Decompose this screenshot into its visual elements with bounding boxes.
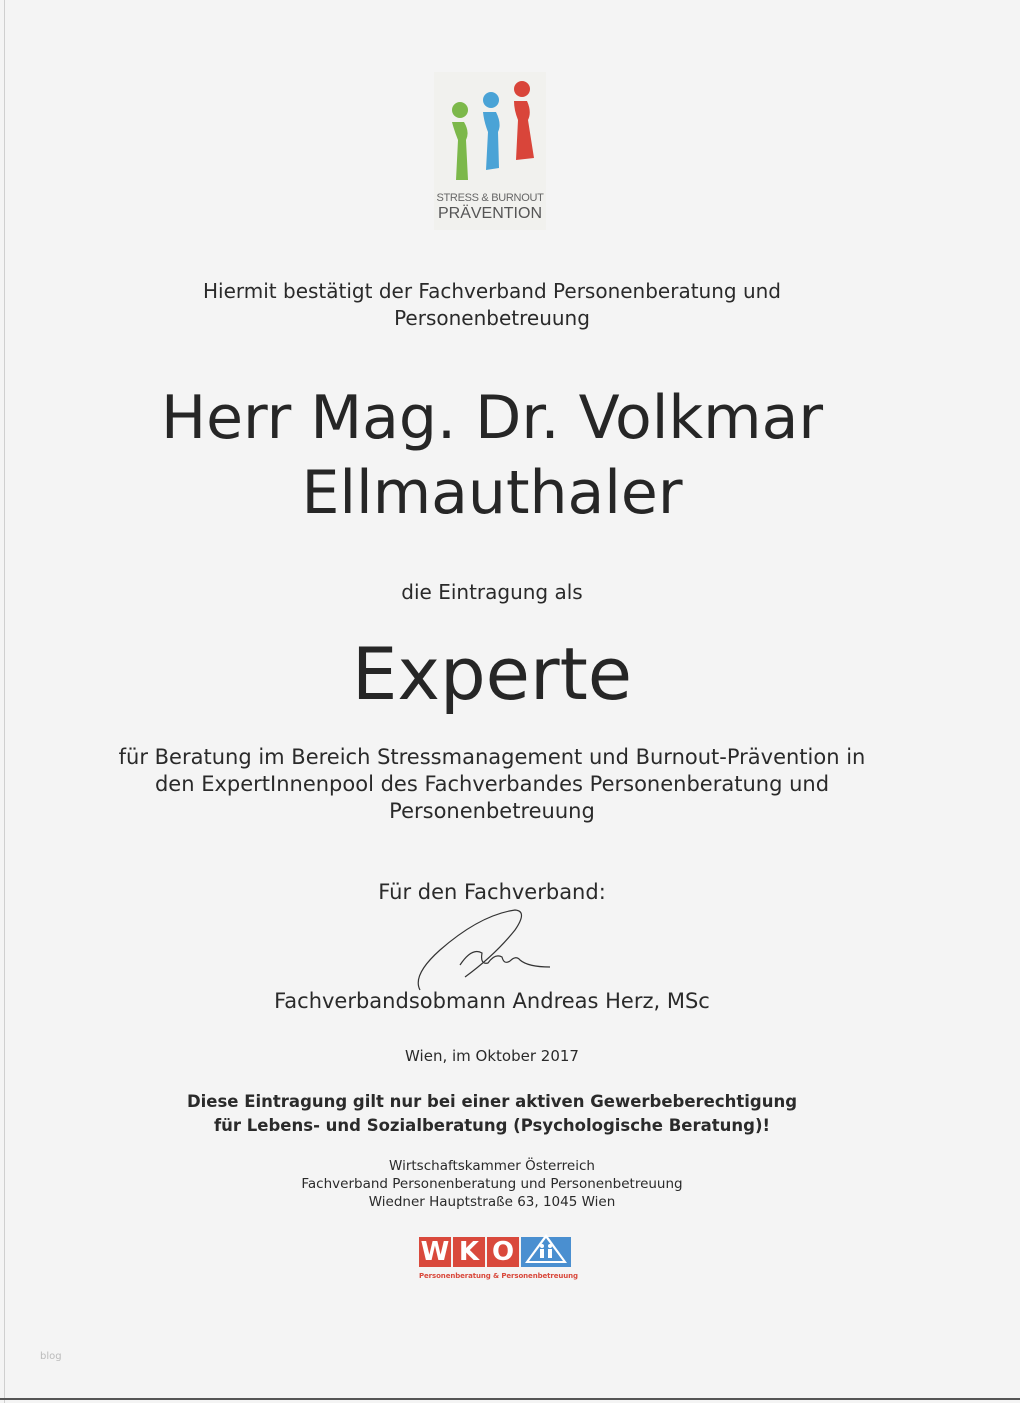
address-line-3: Wiedner Hauptstraße 63, 1045 Wien	[368, 1194, 616, 1210]
signature	[410, 905, 560, 995]
recipient-name-line-1: Herr Mag. Dr. Volkmar	[160, 383, 824, 453]
logo-line2: PRÄVENTION	[437, 205, 542, 222]
address-line-1: Wirtschaftskammer Österreich	[389, 1158, 595, 1174]
wko-letter-o: O	[487, 1237, 519, 1267]
signatory-label: Für den Fachverband:	[378, 880, 606, 904]
signatory-name: Fachverbandsobmann Andreas Herz, MSc	[274, 989, 710, 1013]
intro-line-1: Hiermit bestätigt der Fachverband Personenberatung und	[203, 279, 781, 303]
description-line-1: für Beratung im Bereich Stressmanagement und Burnout-Prävention in	[118, 745, 866, 769]
certificate-title: Experte	[351, 632, 633, 716]
notice-line-2: für Lebens- und Sozialberatung (Psychologische Beratung)!	[213, 1116, 771, 1135]
wko-letter-w: W	[420, 1237, 450, 1267]
registration-text: die Eintragung als	[401, 580, 583, 604]
stress-burnout-logo	[434, 72, 546, 230]
wko-logo	[419, 1233, 578, 1285]
intro-line-2: Personenbetreuung	[394, 306, 590, 330]
watermark: blog	[40, 1351, 62, 1362]
description-line-3: Personenbetreuung	[389, 799, 595, 823]
address-line-2: Fachverband Personenberatung und Personenbetreuung	[301, 1176, 683, 1192]
page-edge-bottom	[0, 1398, 1020, 1400]
place-date: Wien, im Oktober 2017	[405, 1047, 579, 1065]
notice-line-1: Diese Eintragung gilt nur bei einer aktiven Gewerbeberechtigung	[186, 1092, 798, 1111]
description-line-2: den ExpertInnenpool des Fachverbandes Personenberatung und	[154, 772, 830, 796]
recipient-name-line-2: Ellmauthaler	[301, 458, 683, 528]
figures-icon	[444, 78, 536, 190]
wko-subtitle: Personenberatung & Personenbetreuung	[419, 1272, 578, 1280]
wko-sign-icon	[521, 1233, 571, 1267]
logo-line1: STRESS & BURNOUT	[436, 192, 544, 204]
wko-letter-k: K	[453, 1237, 485, 1267]
